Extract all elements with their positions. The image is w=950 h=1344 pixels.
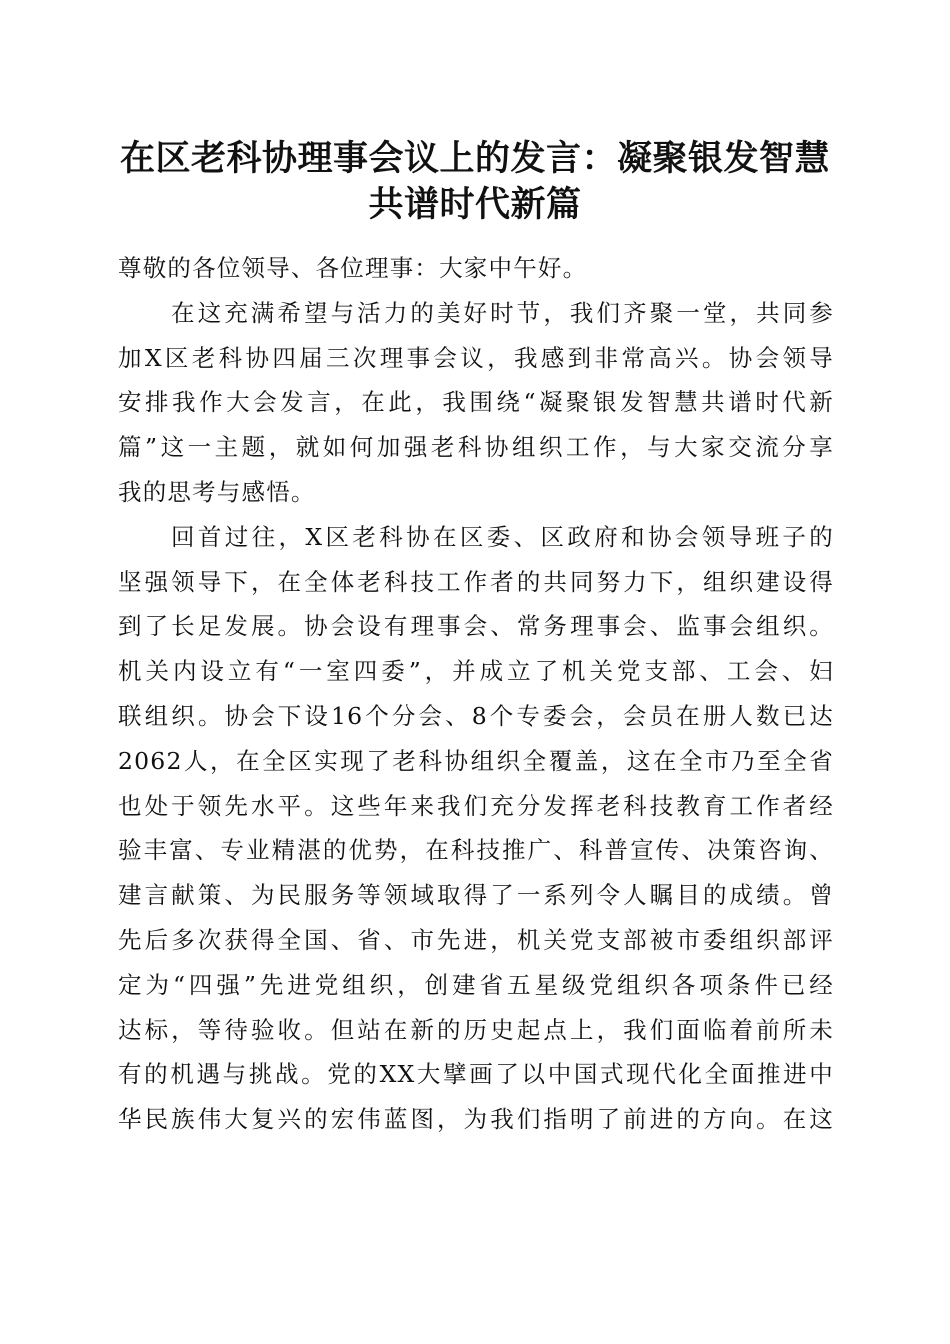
paragraph-2-line-8: 验丰富、专业精湛的优势，在科技推广、科普宣传、决策咨询、 — [118, 836, 834, 865]
paragraph-2-line-4: 机关内设立有“一室四委”，并成立了机关党支部、工会、妇 — [118, 657, 834, 686]
paragraph-1-line-1: 在这充满希望与活力的美好时节，我们齐聚一堂，共同参 — [171, 298, 834, 327]
paragraph-2-line-5: 联组织。协会下设16个分会、8个专委会，会员在册人数已达 — [118, 701, 834, 730]
paragraph-2-line-14: 华民族伟大复兴的宏伟蓝图，为我们指明了前进的方向。在这 — [118, 1105, 834, 1134]
document-body — [118, 246, 834, 1142]
paragraph-2-line-11: 定为“四强”先进党组织，创建省五星级党组织各项条件已经 — [118, 970, 834, 999]
document-title-line-2: 共谱时代新篇 — [368, 185, 582, 225]
salutation: 尊敬的各位领导、各位理事：大家中午好。 — [118, 254, 588, 282]
document-title-line-1: 在区老科协理事会议上的发言：凝聚银发智慧 — [119, 139, 830, 179]
paragraph-2-line-3: 到了长足发展。协会设有理事会、常务理事会、监事会组织。 — [118, 612, 834, 641]
paragraph-2-line-12: 达标，等待验收。但站在新的历史起点上，我们面临着前所未 — [118, 1015, 834, 1044]
paragraph-2-line-6: 2062人，在全区实现了老科协组织全覆盖，这在全市乃至全省 — [118, 746, 834, 775]
paragraph-2-line-10: 先后多次获得全国、省、市先进，机关党支部被市委组织部评 — [118, 925, 834, 954]
paragraph-2-line-2: 坚强领导下，在全体老科技工作者的共同努力下，组织建设得 — [118, 567, 834, 596]
paragraph-1-line-4: 篇”这一主题，就如何加强老科协组织工作，与大家交流分享 — [118, 433, 834, 462]
paragraph-2-line-9: 建言献策、为民服务等领域取得了一系列令人瞩目的成绩。曾 — [118, 881, 834, 910]
paragraph-2-line-7: 也处于领先水平。这些年来我们充分发挥老科技教育工作者经 — [118, 791, 834, 820]
paragraph-2-line-13: 有的机遇与挑战。党的XX大擘画了以中国式现代化全面推进中 — [118, 1060, 834, 1089]
paragraph-1-line-2: 加X区老科协四届三次理事会议，我感到非常高兴。协会领导 — [118, 343, 834, 372]
paragraph-2-line-1: 回首过往，X区老科协在区委、区政府和协会领导班子的 — [171, 522, 834, 551]
paragraph-1-line-5: 我的思考与感悟。 — [118, 477, 316, 506]
paragraph-1-line-3: 安排我作大会发言，在此，我围绕“凝聚银发智慧共谱时代新 — [118, 388, 834, 417]
